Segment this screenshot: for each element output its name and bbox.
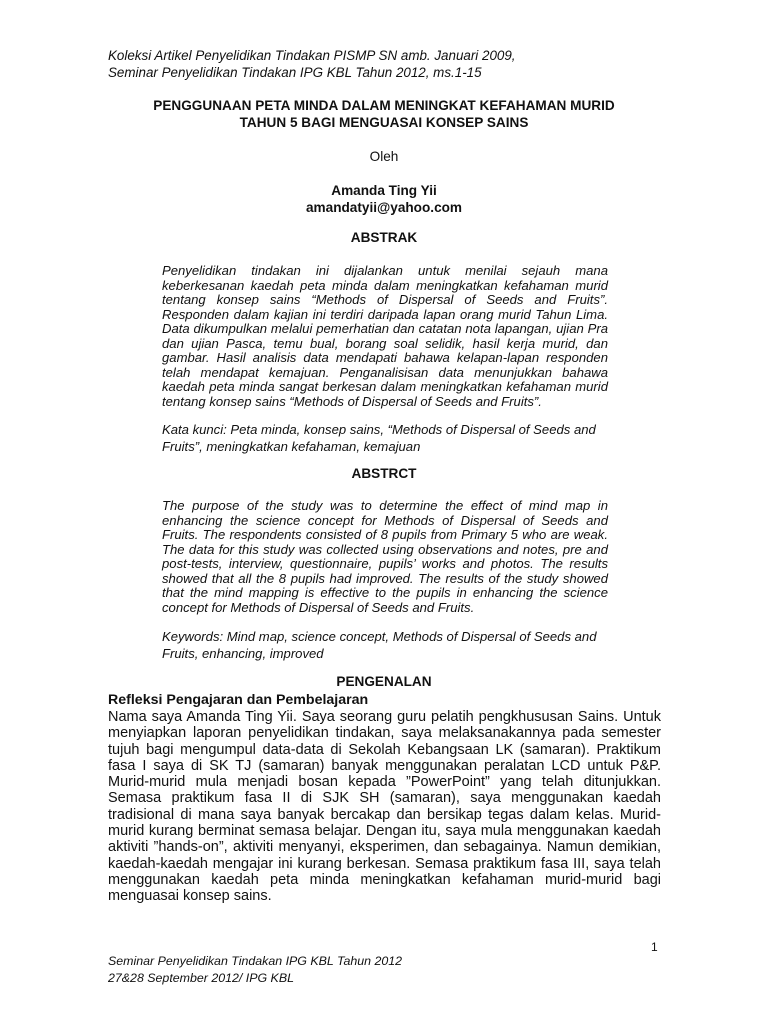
abstract-body: The purpose of the study was to determine the effect of mind map in enhancing the science concept for Methods of Dispersal of Seeds and Fruits. The respondents consisted of 8 pupils from Primary 5 who are weak. The data for this study was collected using observations and notes, pre and post-tests, interview, questionnaire, pupils’ works and photos. The results showed that all the 8 pupils had improved. The results of the study showed that the mind mapping is effective to the pupils in enhancing the science concept for Methods of Dispersal of Seeds and Fruits. — [162, 498, 608, 615]
running-header-line-2: Seminar Penyelidikan Tindakan IPG KBL Tahun 2012, ms.1-15 — [108, 65, 482, 80]
running-header-line-1: Koleksi Artikel Penyelidikan Tindakan PISMP SN amb. Januari 2009, — [108, 48, 516, 63]
paper-title-line-1: PENGGUNAAN PETA MINDA DALAM MENINGKAT KEFAHAMAN MURID — [153, 98, 615, 113]
running-footer-line-2: 27&28 September 2012/ IPG KBL — [108, 971, 294, 985]
abstract-keywords: Keywords: Mind map, science concept, Methods of Dispersal of Seeds and Fruits, enhancing, improved — [162, 629, 597, 661]
author-email: amandatyii@yahoo.com — [305, 200, 463, 215]
introduction-heading: PENGENALAN — [336, 674, 432, 689]
introduction-subheading: Refleksi Pengajaran dan Pembelajaran — [108, 692, 369, 708]
running-footer-line-1: Seminar Penyelidikan Tindakan IPG KBL Tahun 2012 — [108, 954, 403, 968]
abstrak-heading: ABSTRAK — [350, 230, 418, 245]
introduction-body: Nama saya Amanda Ting Yii. Saya seorang guru pelatih pengkhususan Sains. Untuk menyiapkan laporan penyelidikan tindakan, saya melaksanakannya pada semester tujuh bagi mengumpul data-data di Sekolah Kebangsaan LK (samaran). Praktikum fasa I saya di SK TJ (samaran) banyak menggunakan peralatan LCD untuk P&P. Murid-murid mula menjadi bosan kepada ”PowerPoint” yang telah ditunjukkan. Semasa praktikum fasa II di SJK SH (samaran), saya menggunakan kaedah tradisional di mana saya banyak bercakap dan bersikap tegas dalam kelas. Murid-murid kurang berminat semasa belajar. Dengan itu, saya mula menggunakan kaedah aktiviti ”hands-on”, aktiviti menyanyi, eksperimen, dan sebagainya. Namun demikian, kaedah-kaedah mengajar ini kurang berkesan. Semasa praktikum fasa III, saya telah menggunakan kaedah peta minda meningkatkan kefahaman murid-murid bagi menguasai konsep sains. — [108, 709, 661, 905]
byline: Oleh — [369, 149, 399, 164]
running-header — [108, 47, 516, 81]
paper-title — [100, 97, 668, 131]
abstrak-body: Penyelidikan tindakan ini dijalankan untuk menilai sejauh mana keberkesanan kaedah peta minda dalam meningkatkan kefahaman murid tentang konsep sains “Methods of Dispersal of Seeds and Fruits”. Responden dalam kajian ini terdiri daripada lapan orang murid Tahun Lima. Data dikumpulkan melalui pemerhatian dan catatan nota lapangan, ujian Pra dan ujian Pasca, temu bual, borang soal selidik, hasil kerja murid, dan gambar. Hasil analisis data mendapati bahawa kelapan-lapan responden telah mendapat kemajuan. Penganalisisan data menunjukkan bahawa kaedah peta minda sangat berkesan dalam meningkatkan kefahaman murid tentang konsep sains “Methods of Dispersal of Seeds and Fruits”. — [162, 263, 608, 409]
paper-title-line-2: TAHUN 5 BAGI MENGUASAI KONSEP SAINS — [239, 115, 529, 130]
page-number: 1 — [651, 940, 658, 954]
abstrak-keywords: Kata kunci: Peta minda, konsep sains, “Methods of Dispersal of Seeds and Fruits”, meningkatkan kefahaman, kemajuan — [162, 422, 596, 454]
running-footer — [108, 953, 402, 987]
author-name: Amanda Ting Yii — [331, 183, 437, 198]
author-block — [100, 182, 668, 216]
abstract-heading: ABSTRCT — [351, 466, 417, 481]
